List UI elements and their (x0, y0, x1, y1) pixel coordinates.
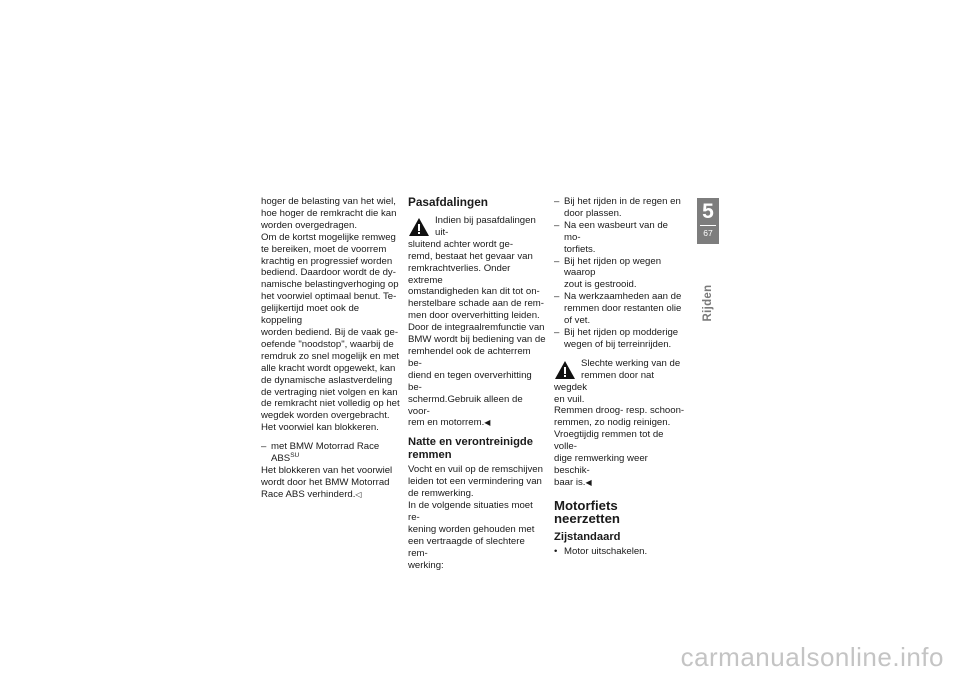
dash-marker: – (261, 441, 267, 453)
body-paragraph: en vuil. Remmen droog- resp. schoon- remmen, zo nodig reinigen. Vroegtijdig remmen tot de volle- dige remwerking weer beschik- baar is.◀ (554, 393, 685, 488)
column-2 (408, 196, 546, 571)
end-marker: ◁ (355, 489, 362, 499)
chapter-label: Rijden (702, 284, 714, 322)
section-heading: Motorfiets neerzetten (554, 497, 620, 526)
warning-block: Slechte werking van de remmen door nat wegdek (554, 357, 681, 393)
section-heading: Pasafdalingen (408, 195, 488, 209)
body-paragraph: Vocht en vuil op de remschijven leiden tot een vermindering van de remwerking. In de volgende situaties moet re- kening worden gehouden met een vertraagde of slechtere rem- werking: (408, 464, 543, 571)
end-marker: ◀ (585, 477, 592, 487)
watermark: carmanualsonline.info (680, 642, 944, 672)
end-marker: ◀ (484, 418, 491, 428)
column-1 (261, 196, 401, 501)
list-item: – Bij het rijden op modderige wegen of bij terreinrijden. (554, 326, 679, 350)
dash-marker: – (554, 219, 560, 231)
list-item: – Na een wasbeurt van de mo- torfiets. (554, 219, 668, 255)
dash-marker: – (554, 196, 560, 207)
bullet-marker: • (554, 545, 558, 557)
list-item: – Na werkzaamheden aan de remmen door restanten olie of vet. (554, 291, 682, 327)
body-paragraph: hoger de belasting van het wiel, hoe hoger de remkracht die kan worden overgedragen. Om de kortst mogelijke remweg te bereiken, moet de voorrem krachtig en progressief worden bediend. Daardoor wordt de dy- namische belastingverhoging op het voorwiel optimaal benut. Te- gelijkertijd moet ook de koppeling worden bediend. Bij de vaak ge- oefende "noodstop", waarbij de remdruk zo snel mogelijk en met alle kracht wordt opgewekt, kan de dynamische aslastverdeling de vertraging niet volgen en kan de remkracht niet volledig op het wegdek worden overgebracht. Het voorwiel kan blokkeren. (261, 196, 400, 434)
dash-marker: – (554, 291, 560, 303)
body-paragraph: Het blokkeren van het voorwiel wordt door het BMW Motorrad Race ABS verhinderd.◁ (261, 464, 393, 500)
option-code: SU (290, 451, 300, 459)
list-item: – met BMW Motorrad Race $ABS^{SU}$ (261, 441, 380, 465)
column-3 (554, 196, 686, 558)
warning-icon (554, 360, 576, 380)
list-item: • Motor uitschakelen. (554, 545, 648, 557)
subsection-heading: Zijstandaard (554, 530, 621, 543)
chapter-number: 5 (702, 200, 714, 223)
warning-icon (408, 217, 430, 237)
chapter-tab (697, 198, 719, 244)
body-paragraph: remd, bestaat het gevaar van remkrachtverlies. Onder extreme omstandigheden kan dit tot on- herstelbare schade aan de rem- men door oververhitting leiden. Door de integraalremfunctie van BMW wordt bij bediening van de remhendel ook de achterrem be- diend en tegen oververhitting be- schermd.Gebruik alleen de voor- rem en motorrem.◀ (408, 250, 546, 429)
dash-marker: – (554, 255, 560, 267)
section-heading: Natte en verontreinigde remmen (408, 436, 533, 462)
page-number: 67 (703, 228, 713, 238)
list-item: – Bij het rijden op wegen waarop zout is gestrooid. (554, 255, 662, 291)
list-item: – Bij het rijden in de regen en door plassen. (554, 196, 681, 219)
warning-block: Indien bij pasafdalingen uit- sluitend achter wordt ge- (408, 215, 536, 250)
dash-marker: – (554, 326, 560, 338)
